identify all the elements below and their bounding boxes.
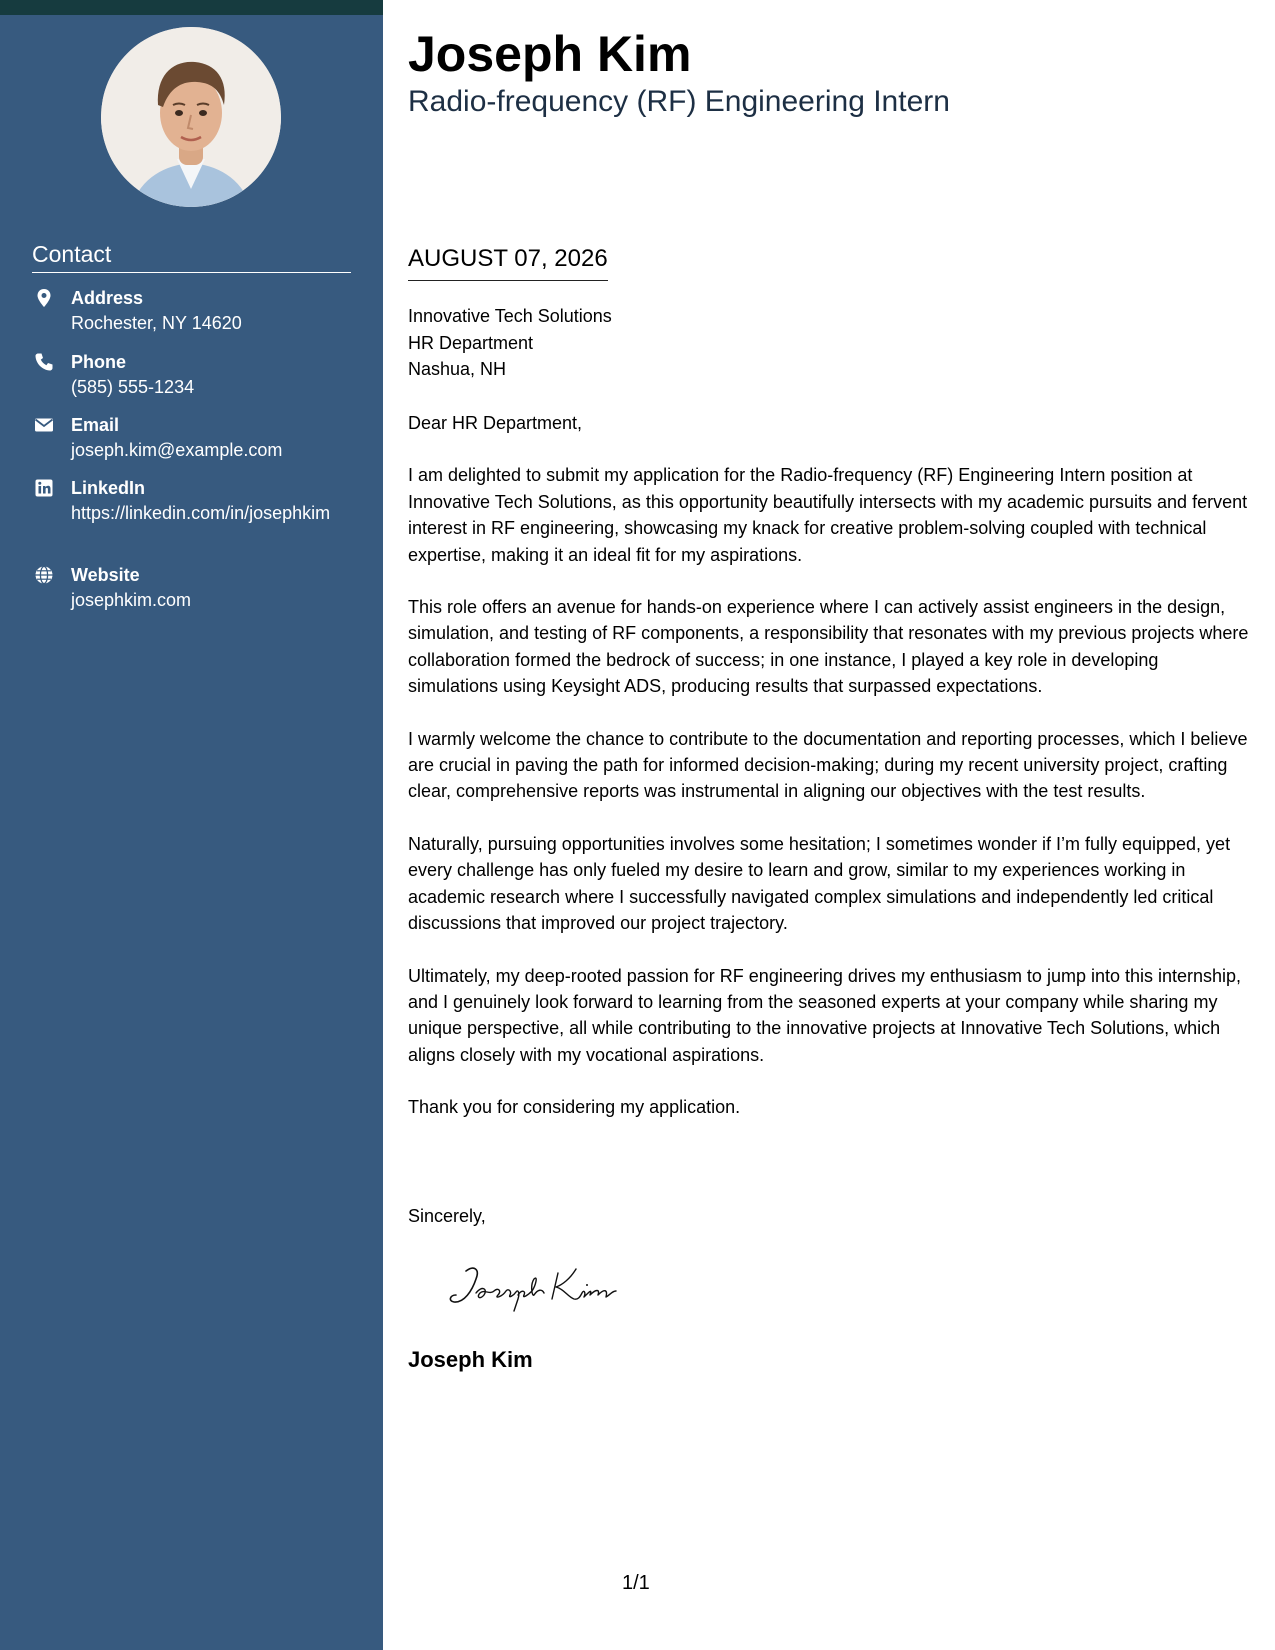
closing: Sincerely, [408,1206,486,1226]
letter-paragraph: This role offers an avenue for hands-on experience where I can actively assist engineers in the design, simulation, and testing of RF components, a responsibility that resonates with my previous projects where collaboration formed the bedrock of success; in one instance, I played a key role in developing simulations using Keysight ADS, producing results that surpassed expectations. [408,597,1249,697]
letter-paragraph: Naturally, pursuing opportunities involves some hesitation; I sometimes wonder if I’m fully equipped, yet every challenge has only fueled my desire to learn and grow, similar to my experiences working in academic research where I successfully navigated complex simulations and independently led critical discussions that improved our project trajectory. [408,833,1231,934]
letter-date: AUGUST 07, 2026 [408,245,608,281]
location-pin-icon [34,288,54,308]
portrait-image [101,27,281,207]
sidebar-top-bar [0,0,383,15]
signer-name: Joseph Kim [408,1347,533,1372]
letter-body [408,410,1250,1147]
recipient-address [408,303,612,383]
page-number: 1/1 [622,1572,650,1594]
phone-icon [34,352,54,372]
contact-value: Rochester, NY 14620 [71,313,242,333]
letter-paragraph: Ultimately, my deep-rooted passion for RF engineering drives my enthusiasm to jump into this internship, and I genuinely look forward to learning from the seasoned experts at your company while sharing my unique perspective, all while contributing to the innovative projects at Innovative Tech Solutions, which aligns closely with my vocational aspirations. [408,965,1242,1065]
letter-paragraph: Thank you for considering my application. [408,1097,741,1118]
job-title: Radio-frequency (RF) Engineering Intern [408,85,950,118]
email-icon [34,415,54,435]
contact-value: (585) 555-1234 [71,377,195,397]
handwritten-signature [440,1255,640,1315]
linkedin-link[interactable]: https://linkedin.com/in/josephkim [71,503,331,523]
letter-paragraph: I am delighted to submit my application for the Radio-frequency (RF) Engineering Intern position at Innovative Tech Solutions, as this opportunity beautifully intersects with my academic pursuits and fervent interest in RF engineering, showcasing my knack for creative problem-solving coupled with technical expertise, making it an ideal fit for my aspirations. [408,465,1248,565]
contact-label: Website [71,565,140,585]
contact-label: Phone [71,352,127,372]
profile-photo [101,27,281,207]
website-link[interactable]: josephkim.com [71,590,192,610]
globe-icon [34,565,54,585]
sidebar [0,0,383,1650]
contact-label: LinkedIn [71,478,146,498]
linkedin-icon [34,478,54,498]
contact-label: Address [71,288,144,308]
contact-heading: Contact [32,241,351,273]
recipient-company: Innovative Tech Solutions [408,306,612,326]
email-link[interactable]: joseph.kim@example.com [71,440,283,460]
recipient-department: HR Department [408,332,534,353]
recipient-location: Nashua, NH [408,359,507,379]
letter-paragraph: I warmly welcome the chance to contribute to the documentation and reporting processes, which I believe are crucial in paving the path for informed decision-making; during my recent university project, crafting clear, comprehensive reports was instrumental in aligning our objectives with the test results. [408,728,1248,802]
applicant-name: Joseph Kim [408,26,692,82]
contact-label: Email [71,415,120,435]
salutation: Dear HR Department, [408,413,583,433]
